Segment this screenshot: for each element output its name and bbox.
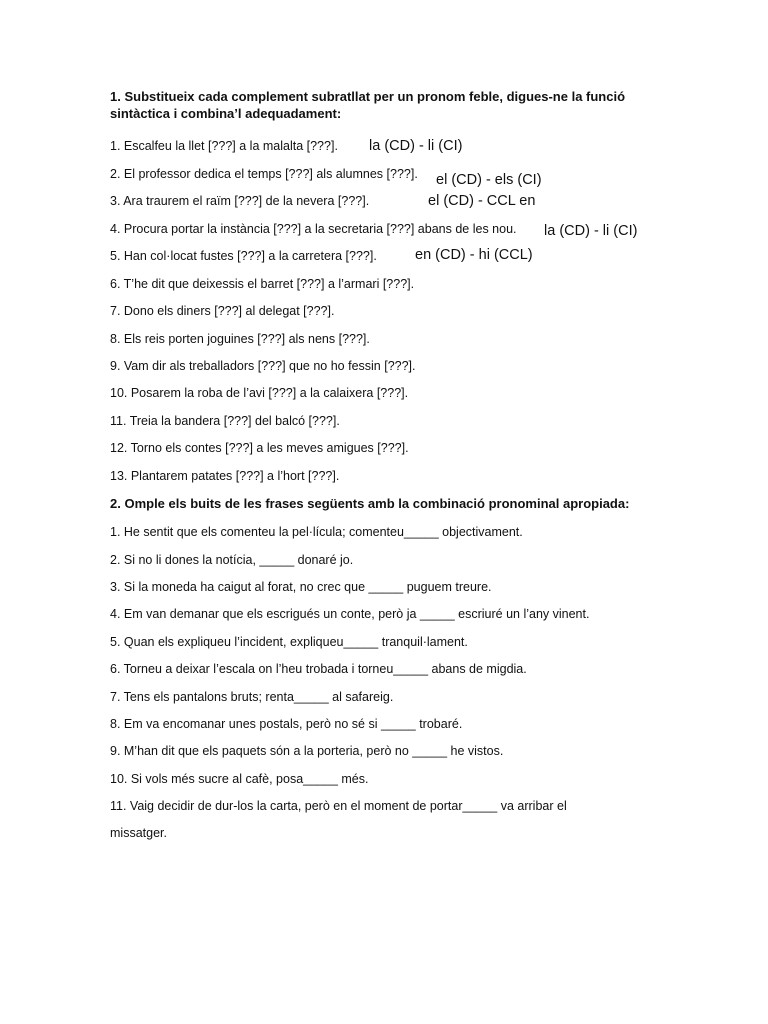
exercise-2-item-9: 9. M’han dit que els paquets són a la porteria, però no _____ he vistos. <box>110 744 504 758</box>
exercise-2-item-1: 1. He sentit que els comenteu la pel·lícula; comenteu_____ objectivament. <box>110 525 523 539</box>
exercise-1-item-8: 8. Els reis porten joguines [???] als nens [???]. <box>110 332 370 346</box>
answer-3: el (CD) - CCL en <box>428 193 536 209</box>
exercise-1-item-9: 9. Vam dir als treballadors [???] que no ho fessin [???]. <box>110 359 416 373</box>
exercise-2-item-7: 7. Tens els pantalons bruts; renta_____ al safareig. <box>110 690 394 704</box>
exercise-1-item-7: 7. Dono els diners [???] al delegat [???]. <box>110 304 335 318</box>
answer-4: la (CD) - li (CI) <box>544 223 638 239</box>
answer-2: el (CD) - els (CI) <box>436 172 542 188</box>
exercise-2-item-3: 3. Si la moneda ha caigut al forat, no crec que _____ puguem treure. <box>110 580 492 594</box>
exercise-1-item-12: 12. Torno els contes [???] a les meves amigues [???]. <box>110 441 409 455</box>
exercise-1-item-10: 10. Posarem la roba de l’avi [???] a la calaixera [???]. <box>110 386 409 400</box>
answer-5: en (CD) - hi (CCL) <box>415 247 533 263</box>
exercise-1-item-1: 1. Escalfeu la llet [???] a la malalta [???]. <box>110 139 338 153</box>
exercise-2-item-6: 6. Torneu a deixar l’escala on l’heu trobada i torneu_____ abans de migdia. <box>110 662 527 676</box>
exercise-2-item-2: 2. Si no li dones la notícia, _____ donaré jo. <box>110 553 354 567</box>
exercise-2-item-11: 11. Vaig decidir de dur-los la carta, però en el moment de portar_____ va arribar el <box>110 799 567 813</box>
exercise-1-item-2: 2. El professor dedica el temps [???] als alumnes [???]. <box>110 167 418 181</box>
exercise-1-item-5: 5. Han col·locat fustes [???] a la carretera [???]. <box>110 249 377 263</box>
exercise-1-item-6: 6. T’he dit que deixessis el barret [???] a l’armari [???]. <box>110 277 415 291</box>
exercise-1-item-11: 11. Treia la bandera [???] del balcó [???]. <box>110 414 340 428</box>
answer-1: la (CD) - li (CI) <box>369 138 463 154</box>
exercise-2-item-10: 10. Si vols més sucre al cafè, posa_____ més. <box>110 772 369 786</box>
exercise-1-item-4: 4. Procura portar la instància [???] a la secretaria [???] abans de les nou. <box>110 222 517 236</box>
exercise-2-item-8: 8. Em va encomanar unes postals, però no sé si _____ trobaré. <box>110 717 463 731</box>
exercise-1-item-13: 13. Plantarem patates [???] a l’hort [???]. <box>110 469 340 483</box>
section-1-title: 1. Substitueix cada complement subratllat per un pronom feble, digues-ne la funció sintàctica i combina’l adequadament: <box>110 89 626 121</box>
exercise-1-item-3: 3. Ara traurem el raïm [???] de la nevera [???]. <box>110 194 370 208</box>
exercise-2-item-4: 4. Em van demanar que els escrigués un conte, però ja _____ escriuré un l’any vinent. <box>110 607 590 621</box>
exercise-2-item-11-continued: missatger. <box>110 826 167 840</box>
exercise-2-item-5: 5. Quan els expliqueu l’incident, expliqueu_____ tranquil·lament. <box>110 635 468 649</box>
section-2-title: 2. Omple els buits de les frases següents amb la combinació pronominal apropiada: <box>110 496 630 511</box>
